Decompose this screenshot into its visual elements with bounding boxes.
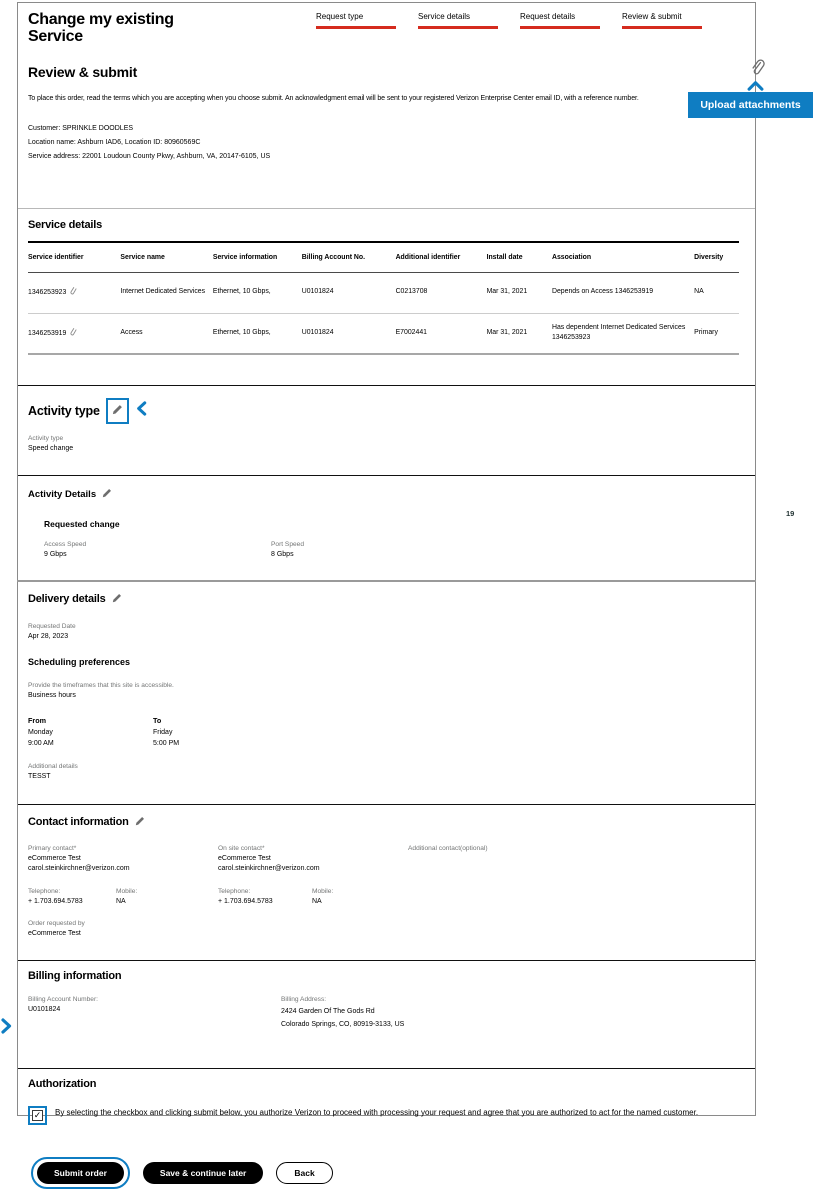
- activity-details-heading: Activity Details: [28, 488, 97, 500]
- association: Has dependent Internet Dedicated Services 1346253923: [552, 313, 694, 354]
- review-intro-text: To place this order, read the terms which you are accepting when you choose submit. An acknowledgment email will be sent to your registered Verizon Enterprise Center email ID, with a reference number.: [28, 94, 639, 102]
- access-speed-label: Access Speed: [44, 541, 87, 549]
- activity-type-heading: Activity type: [28, 404, 100, 419]
- service-name: Internet Dedicated Services: [120, 272, 212, 313]
- step-label: Request details: [520, 12, 576, 21]
- checkmark-icon: ✓: [33, 1110, 42, 1121]
- section-divider: [18, 385, 755, 386]
- edit-activity-details-button[interactable]: [102, 485, 112, 503]
- table-row: [28, 313, 739, 354]
- authorization-checkbox[interactable]: [32, 1110, 43, 1121]
- service-identifier: 1346253923: [28, 288, 67, 296]
- step-underline: [418, 26, 498, 29]
- review-submit-heading: Review & submit: [28, 63, 138, 80]
- service-identifier: 1346253919: [28, 329, 67, 337]
- onsite-telephone-value: + 1.703.694.5783: [218, 898, 273, 906]
- table-row: [28, 272, 739, 313]
- step-underline: [520, 26, 600, 29]
- billing-account-no: U0101824: [302, 313, 396, 354]
- progress-steps: [316, 12, 702, 29]
- service-details-heading: Service details: [28, 218, 103, 231]
- to-label: To: [153, 716, 162, 726]
- mobile-label: Mobile:: [116, 888, 138, 896]
- attachments-paperclip-icon[interactable]: [750, 60, 763, 80]
- step-review-submit[interactable]: [622, 12, 702, 29]
- col-service-information: Service information: [213, 242, 302, 273]
- access-speed-value: 9 Gbps: [44, 551, 67, 559]
- section-divider: [18, 475, 755, 476]
- section-divider: [17, 580, 756, 582]
- col-additional-identifier: Additional identifier: [396, 242, 487, 273]
- checkbox-annotation-box: [28, 1106, 47, 1125]
- billing-information-heading: Billing information: [28, 970, 122, 983]
- table-header-row: [28, 242, 739, 273]
- authorization-text: By selecting the checkbox and clicking submit below, you authorize Verizon to proceed with processing your request and agree that you are authorized to act for the named customer.: [55, 1108, 699, 1118]
- billing-account-label: Billing Account Number:: [28, 996, 99, 1004]
- col-install-date: Install date: [487, 242, 552, 273]
- order-requested-by-label: Order requested by: [28, 920, 85, 928]
- col-billing-account: Billing Account No.: [302, 242, 396, 273]
- port-speed-value: 8 Gbps: [271, 551, 294, 559]
- page-marker: 19: [786, 509, 795, 518]
- additional-identifier: C0213708: [396, 272, 487, 313]
- section-divider: [18, 1068, 755, 1069]
- telephone-label: Telephone:: [218, 888, 251, 896]
- from-label: From: [28, 716, 46, 726]
- section-divider: [18, 804, 755, 805]
- additional-details-label: Additional details: [28, 763, 78, 771]
- edit-activity-type-button[interactable]: [106, 398, 129, 424]
- primary-mobile-value: NA: [116, 898, 126, 906]
- contact-information-heading: Contact information: [28, 816, 129, 829]
- chevron-up-icon: [747, 78, 764, 96]
- save-continue-button[interactable]: Save & continue later: [143, 1162, 263, 1184]
- onsite-contact-email: carol.steinkirchner@verizon.com: [218, 865, 320, 873]
- primary-contact-name: eCommerce Test: [28, 855, 81, 863]
- step-request-type[interactable]: [316, 12, 396, 29]
- onsite-mobile-value: NA: [312, 898, 322, 906]
- service-information: Ethernet, 10 Gbps,: [213, 272, 302, 313]
- pencil-icon: [135, 813, 145, 831]
- primary-contact-email: carol.steinkirchner@verizon.com: [28, 865, 130, 873]
- service-details-table: [28, 241, 739, 356]
- from-time: 9:00 AM: [28, 740, 54, 748]
- service-address-line: Service address: 22001 Loudoun County Pkwy, Ashburn, VA, 20147-6105, US: [28, 152, 271, 160]
- section-divider: [18, 208, 755, 209]
- pencil-icon: [112, 590, 122, 608]
- col-service-name: Service name: [120, 242, 212, 273]
- diversity: Primary: [694, 313, 739, 354]
- customer-line: Customer: SPRINKLE DOODLES: [28, 124, 134, 132]
- location-line: Location name: Ashburn IAD6, Location ID: 80960569C: [28, 138, 201, 146]
- link-icon[interactable]: [68, 286, 76, 299]
- activity-type-value: Speed change: [28, 445, 74, 453]
- onsite-contact-label: On site contact*: [218, 845, 265, 853]
- requested-date-label: Requested Date: [28, 623, 76, 631]
- chevron-left-icon: [135, 401, 147, 421]
- pencil-icon: [102, 485, 112, 503]
- install-date: Mar 31, 2021: [487, 272, 552, 313]
- billing-account-value: U0101824: [28, 1006, 61, 1014]
- billing-address-line2: Colorado Springs, CO, 80919-3133, US: [281, 1020, 405, 1028]
- port-speed-label: Port Speed: [271, 541, 304, 549]
- step-label: Request type: [316, 12, 364, 21]
- mobile-label: Mobile:: [312, 888, 334, 896]
- step-service-details[interactable]: [418, 12, 498, 29]
- step-label: Service details: [418, 12, 471, 21]
- primary-telephone-value: + 1.703.694.5783: [28, 898, 83, 906]
- requested-date-value: Apr 28, 2023: [28, 633, 69, 641]
- additional-identifier: E7002441: [396, 313, 487, 354]
- billing-address-line1: 2424 Garden Of The Gods Rd: [281, 1008, 375, 1016]
- delivery-details-heading: Delivery details: [28, 593, 106, 606]
- upload-attachments-callout: Upload attachments: [688, 92, 813, 118]
- col-diversity: Diversity: [694, 242, 739, 273]
- timeframes-value: Business hours: [28, 692, 76, 700]
- additional-contact-label: Additional contact(optional): [408, 845, 488, 853]
- submit-annotation-box: [31, 1157, 130, 1189]
- billing-account-no: U0101824: [302, 272, 396, 313]
- back-button[interactable]: Back: [276, 1162, 332, 1184]
- section-divider: [18, 960, 755, 961]
- col-association: Association: [552, 242, 694, 273]
- order-requested-by-value: eCommerce Test: [28, 930, 81, 938]
- step-label: Review & submit: [622, 12, 682, 21]
- service-name: Access: [120, 313, 212, 354]
- activity-type-label: Activity type: [28, 435, 64, 443]
- to-time: 5:00 PM: [153, 740, 180, 748]
- to-day: Friday: [153, 729, 173, 737]
- association: Depends on Access 1346253919: [552, 272, 694, 313]
- chevron-right-icon: [1, 1018, 13, 1039]
- onsite-contact-name: eCommerce Test: [218, 855, 271, 863]
- diversity: NA: [694, 272, 739, 313]
- authorization-heading: Authorization: [28, 1078, 97, 1091]
- submit-order-button[interactable]: Submit order: [37, 1162, 124, 1184]
- link-icon[interactable]: [68, 327, 76, 340]
- billing-address-label: Billing Address:: [281, 996, 327, 1004]
- col-service-identifier: Service identifier: [28, 242, 120, 273]
- scheduling-preferences-heading: Scheduling preferences: [28, 657, 131, 668]
- timeframes-label: Provide the timeframes that this site is accessible.: [28, 682, 174, 690]
- requested-change-subheading: Requested change: [44, 519, 120, 530]
- step-underline: [316, 26, 396, 29]
- edit-delivery-details-button[interactable]: [112, 590, 122, 608]
- step-request-details[interactable]: [520, 12, 600, 29]
- page-title: Change my existing Service: [28, 11, 174, 46]
- step-underline: [622, 26, 702, 29]
- service-information: Ethernet, 10 Gbps,: [213, 313, 302, 354]
- additional-details-value: TESST: [28, 773, 51, 781]
- edit-contact-information-button[interactable]: [135, 813, 145, 831]
- telephone-label: Telephone:: [28, 888, 61, 896]
- from-day: Monday: [28, 729, 53, 737]
- install-date: Mar 31, 2021: [487, 313, 552, 354]
- order-container: [17, 2, 756, 1179]
- pencil-icon: [112, 402, 123, 420]
- primary-contact-label: Primary contact*: [28, 845, 77, 853]
